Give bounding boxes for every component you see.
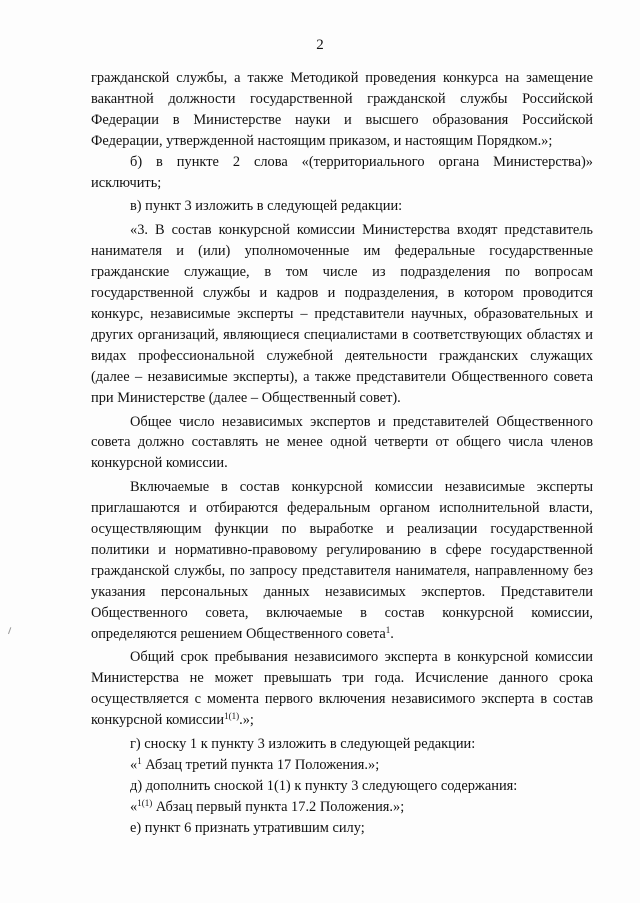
- scan-margin-mark: [8, 627, 16, 636]
- paragraph-expert-term-end: .»;: [239, 712, 254, 729]
- paragraph-expert-selection-text: Включаемые в состав конкурсной комиссии независимые эксперты приглашаются и отбираются федеральным органом исполнительной власти, осуществляющим функции по выработке и реализации государственной политики и нормативно-правовому регулированию в сфере государственной гражданской службы, по запросу представителя нанимателя, направленному без указания персональных данных независимых экспертов. Представители Общественного совета, включаемые в состав конкурсной комиссии, определяются решением Общественного совета: [91, 479, 593, 642]
- paragraph-item-g: г) сноску 1 к пункту 3 изложить в следующей редакции:: [130, 736, 476, 753]
- footnote-1-1-mark: 1(1): [137, 797, 153, 808]
- paragraph-item-d: д) дополнить сноской 1(1) к пункту 3 следующего содержания:: [130, 777, 518, 794]
- document-body: [91, 68, 593, 839]
- footnote-1-mark: 1: [137, 756, 142, 766]
- footnote-1-text: [91, 755, 593, 776]
- paragraph-expert-selection: [91, 477, 593, 644]
- footnote-1-open-quote: «: [130, 757, 138, 773]
- paragraph-expert-term: [91, 647, 593, 731]
- paragraph-item-b: б) в пункте 2 слова «(территориального органа Министерства)» исключить;: [91, 153, 593, 191]
- footnote-ref-1-1: 1(1): [224, 711, 240, 722]
- footnote-1-1-text: [91, 797, 593, 818]
- paragraph-item-e: е) пункт 6 признать утратившим силу;: [130, 819, 365, 836]
- footnote-1-1-body: Абзац первый пункта 17.2 Положения.»;: [152, 798, 405, 815]
- paragraph-expert-selection-end: .: [390, 625, 394, 642]
- paragraph-expert-count: Общее число независимых экспертов и представителей Общественного совета должно составлять не менее одной четверти от общего числа членов конкурсной комиссии.: [91, 413, 593, 472]
- footnote-ref-1: 1: [385, 624, 391, 635]
- paragraph-clause-3: «3. В состав конкурсной комиссии Министерства входят представитель нанимателя и (или) уполномоченные им федеральные государственные гражданские служащие, в том числе из подразделения по вопросам государственной службы и кадров и подразделения, в котором проводится конкурс, независимые эксперты – представители научных, образовательных и других организаций, являющиеся специалистами в соответствующих областях и видах профессиональной служебной деятельности гражданских служащих (далее – независимые эксперты), а также представители Общественного совета при Министерстве (далее – Общественный совет).: [91, 222, 593, 406]
- footnote-1-1-open-quote: «: [130, 798, 138, 815]
- paragraph-expert-term-text: Общий срок пребывания независимого эксперта в конкурсной комиссии Министерства не может превышать три года. Исчисление данного срока осуществляется с момента первого включения независимого эксперта в состав конкурсной комиссии: [91, 649, 593, 729]
- paragraph-continuation: гражданской службы, а также Методикой проведения конкурса на замещение вакантной должности государственной гражданской службы Российской Федерации в Министерстве науки и высшего образования Российской Федерации, утвержденной настоящим приказом, и настоящим Порядком.»;: [91, 70, 593, 149]
- paragraph-item-v: в) пункт 3 изложить в следующей редакции:: [130, 198, 403, 215]
- footnote-1-body: Абзац третий пункта 17 Положения.»;: [141, 757, 380, 773]
- page-number: 2: [316, 37, 324, 53]
